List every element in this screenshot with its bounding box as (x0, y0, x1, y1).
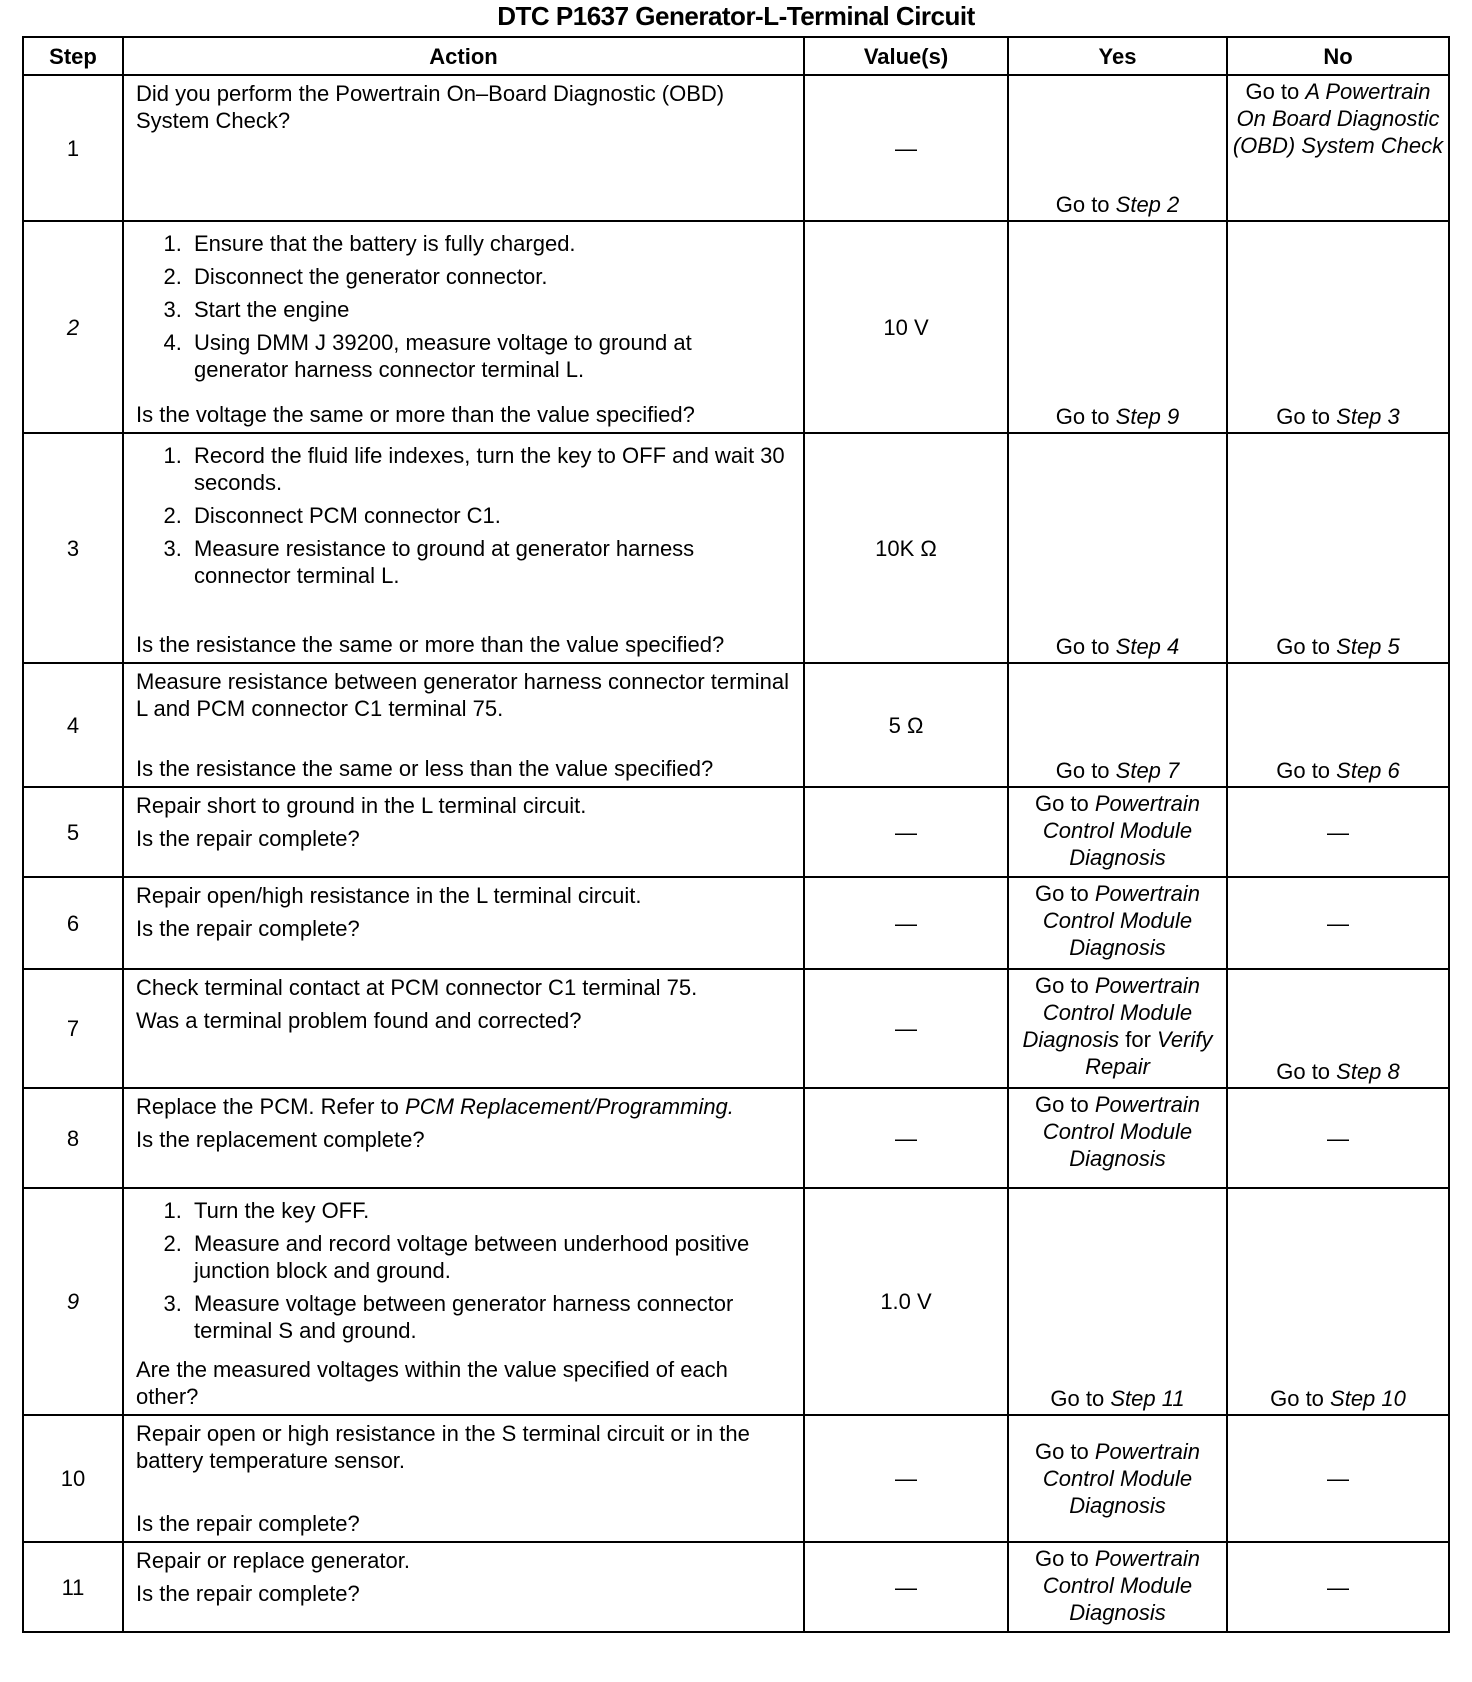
action-steps-list (136, 442, 791, 595)
text: Repair short to ground in the L terminal circuit. (136, 793, 587, 818)
action-steps-list (136, 1197, 791, 1350)
text: Is the repair complete? (136, 916, 360, 941)
header-yes: Yes (1008, 37, 1227, 75)
action-content (136, 1193, 791, 1410)
table-row (23, 75, 1449, 221)
text: Is the repair complete? (136, 1581, 360, 1606)
italic-text: Verify Repair (1085, 1027, 1213, 1079)
yes-result (1008, 877, 1227, 969)
italic-text: Step 11 (1110, 1386, 1185, 1411)
table-row (23, 877, 1449, 969)
table-body (23, 75, 1449, 1632)
italic-text: A Powertrain On Board Diagnostic (OBD) System Check (1232, 79, 1444, 158)
action-content (136, 1420, 791, 1537)
text: — (1327, 1125, 1349, 1151)
table-row (23, 221, 1449, 433)
action-cell (123, 433, 804, 663)
table-row (23, 433, 1449, 663)
no-result (1227, 787, 1449, 877)
step-number: 2 (23, 221, 123, 433)
action-content (136, 1547, 791, 1627)
no-result (1227, 969, 1449, 1088)
text: Go to (1055, 634, 1116, 659)
table-row (23, 1188, 1449, 1415)
table-row (23, 1088, 1449, 1188)
italic-text: Step 2 (1115, 192, 1180, 217)
italic-text: Step 3 (1336, 404, 1400, 429)
action-cell (123, 663, 804, 787)
no-result (1227, 663, 1449, 787)
action-text (136, 882, 791, 909)
action-text (136, 631, 791, 658)
yes-result (1008, 75, 1227, 221)
action-text (136, 1126, 791, 1153)
yes-result (1008, 1188, 1227, 1415)
action-step: 3. Measure resistance to ground at generator harness connector terminal L. (188, 535, 791, 589)
header-row (23, 37, 1449, 75)
text: Go to (1034, 1092, 1095, 1117)
yes-result (1008, 221, 1227, 433)
step-number: 8 (23, 1088, 123, 1188)
action-cell (123, 969, 804, 1088)
value-cell: — (804, 877, 1008, 969)
action-content (136, 1093, 791, 1183)
text: Is the repair complete? (136, 826, 360, 851)
table-row (23, 787, 1449, 877)
text: Go to (1270, 1386, 1331, 1411)
action-steps-list (136, 230, 791, 389)
step-number: 4 (23, 663, 123, 787)
no-result (1227, 1188, 1449, 1415)
value-cell: — (804, 1415, 1008, 1542)
action-step: 2. Disconnect the generator connector. (188, 263, 791, 290)
diagnostic-table (22, 36, 1450, 1633)
header-step: Step (23, 37, 123, 75)
step-number: 11 (23, 1542, 123, 1632)
action-text (136, 1580, 791, 1607)
action-step: 1. Record the fluid life indexes, turn the key to OFF and wait 30 seconds. (188, 442, 791, 496)
italic-text: Step 10 (1330, 1386, 1406, 1411)
italic-text: Powertrain Control Module Diagnosis (1022, 973, 1201, 1052)
step-number: 6 (23, 877, 123, 969)
value-cell: — (804, 969, 1008, 1088)
text: Go to (1034, 1439, 1095, 1464)
text: Go to (1055, 758, 1116, 783)
table-row (23, 663, 1449, 787)
action-content (136, 438, 791, 658)
no-result (1227, 221, 1449, 433)
action-text (136, 1420, 791, 1474)
step-number: 10 (23, 1415, 123, 1542)
value-cell: 5 Ω (804, 663, 1008, 787)
yes-result (1008, 1415, 1227, 1542)
text: Go to (1034, 973, 1095, 998)
no-result (1227, 877, 1449, 969)
action-text (136, 915, 791, 942)
action-step: 4. Using DMM J 39200, measure voltage to ground at generator harness connector terminal L. (188, 329, 791, 383)
action-cell (123, 1415, 804, 1542)
value-cell: 10K Ω (804, 433, 1008, 663)
text: Is the replacement complete? (136, 1127, 425, 1152)
italic-text: PCM Replacement/Programming. (405, 1094, 734, 1119)
yes-result (1008, 1542, 1227, 1632)
yes-result (1008, 433, 1227, 663)
table-row (23, 1415, 1449, 1542)
action-text (136, 1547, 791, 1574)
action-cell (123, 787, 804, 877)
value-cell: — (804, 75, 1008, 221)
action-step: 2. Measure and record voltage between underhood positive junction block and ground. (188, 1230, 791, 1284)
text: — (1327, 1466, 1349, 1491)
table-row (23, 969, 1449, 1088)
text: Go to (1055, 192, 1116, 217)
no-result (1227, 433, 1449, 663)
action-cell (123, 1188, 804, 1415)
header-values: Value(s) (804, 37, 1008, 75)
italic-text: Step 8 (1336, 1059, 1400, 1084)
text: Is the resistance the same or less than the value specified? (136, 756, 714, 781)
text: Was a terminal problem found and corrected? (136, 1008, 582, 1033)
action-cell (123, 877, 804, 969)
text: Go to (1276, 758, 1337, 783)
no-result (1227, 1415, 1449, 1542)
text: Go to (1050, 1386, 1111, 1411)
text: Repair open or high resistance in the S terminal circuit or in the battery temperature sensor. (136, 1421, 750, 1473)
header-no: No (1227, 37, 1449, 75)
text: Is the voltage the same or more than the value specified? (136, 402, 695, 427)
action-cell (123, 221, 804, 433)
step-number: 3 (23, 433, 123, 663)
action-text (136, 80, 791, 134)
value-cell: 1.0 V (804, 1188, 1008, 1415)
action-cell (123, 1088, 804, 1188)
no-result (1227, 75, 1449, 221)
text: Are the measured voltages within the value specified of each other? (136, 1357, 728, 1409)
table-row (23, 1542, 1449, 1632)
text: Check terminal contact at PCM connector C1 terminal 75. (136, 975, 698, 1000)
text: Is the repair complete? (136, 1511, 360, 1536)
text: — (1327, 819, 1349, 845)
text: Go to (1034, 791, 1095, 816)
value-cell: — (804, 1542, 1008, 1632)
action-text (136, 1007, 791, 1034)
value-cell: — (804, 1088, 1008, 1188)
action-text (136, 668, 791, 722)
action-cell (123, 1542, 804, 1632)
action-text (136, 974, 791, 1001)
action-text (136, 401, 791, 428)
value-cell: — (804, 787, 1008, 877)
text: Go to (1276, 1059, 1337, 1084)
step-number: 9 (23, 1188, 123, 1415)
action-content (136, 882, 791, 964)
yes-result (1008, 663, 1227, 787)
italic-text: Step 9 (1115, 404, 1180, 429)
text: Repair open/high resistance in the L terminal circuit. (136, 883, 642, 908)
italic-text: Step 7 (1115, 758, 1180, 783)
italic-text: Step 5 (1336, 634, 1400, 659)
text: — (1327, 1574, 1349, 1600)
value-cell: 10 V (804, 221, 1008, 433)
step-number: 7 (23, 969, 123, 1088)
action-text (136, 755, 791, 782)
text: Is the resistance the same or more than the value specified? (136, 632, 725, 657)
text: Repair or replace generator. (136, 1548, 410, 1573)
action-step: 1. Turn the key OFF. (188, 1197, 791, 1224)
header-action: Action (123, 37, 804, 75)
yes-result (1008, 787, 1227, 877)
action-content (136, 226, 791, 428)
text: Replace the PCM. Refer to (136, 1094, 406, 1119)
text: Go to (1034, 1546, 1095, 1571)
text: Go to (1276, 634, 1337, 659)
action-step: 3. Start the engine (188, 296, 791, 323)
text: Go to (1245, 79, 1306, 104)
italic-text: Step 4 (1115, 634, 1180, 659)
text: Measure resistance between generator harness connector terminal L and PCM connector C1 terminal 75. (136, 669, 790, 721)
text: for (1119, 1027, 1158, 1052)
no-result (1227, 1542, 1449, 1632)
text: — (1327, 910, 1349, 936)
action-cell (123, 75, 804, 221)
italic-text: Powertrain Control Module Diagnosis (1042, 881, 1201, 960)
italic-text: Powertrain Control Module Diagnosis (1042, 791, 1201, 870)
action-content (136, 668, 791, 782)
action-step: 1. Ensure that the battery is fully charged. (188, 230, 791, 257)
text: Go to (1034, 881, 1095, 906)
yes-result (1008, 1088, 1227, 1188)
action-text (136, 792, 791, 819)
text: Did you perform the Powertrain On–Board Diagnostic (OBD) System Check? (136, 81, 725, 133)
page-title: DTC P1637 Generator-L-Terminal Circuit (497, 1, 975, 31)
italic-text: Powertrain Control Module Diagnosis (1042, 1439, 1201, 1518)
action-content (136, 974, 791, 1083)
no-result (1227, 1088, 1449, 1188)
action-text (136, 1356, 791, 1410)
action-step: 2. Disconnect PCM connector C1. (188, 502, 791, 529)
text: Go to (1055, 404, 1116, 429)
action-text (136, 1093, 791, 1120)
italic-text: Step 6 (1336, 758, 1400, 783)
step-number: 1 (23, 75, 123, 221)
yes-result (1008, 969, 1227, 1088)
action-text (136, 1510, 791, 1537)
italic-text: Powertrain Control Module Diagnosis (1042, 1092, 1201, 1171)
action-text (136, 825, 791, 852)
text: Go to (1276, 404, 1337, 429)
step-number: 5 (23, 787, 123, 877)
action-step: 3. Measure voltage between generator harness connector terminal S and ground. (188, 1290, 791, 1344)
italic-text: Powertrain Control Module Diagnosis (1042, 1546, 1201, 1625)
action-content (136, 792, 791, 872)
action-content (136, 80, 791, 216)
